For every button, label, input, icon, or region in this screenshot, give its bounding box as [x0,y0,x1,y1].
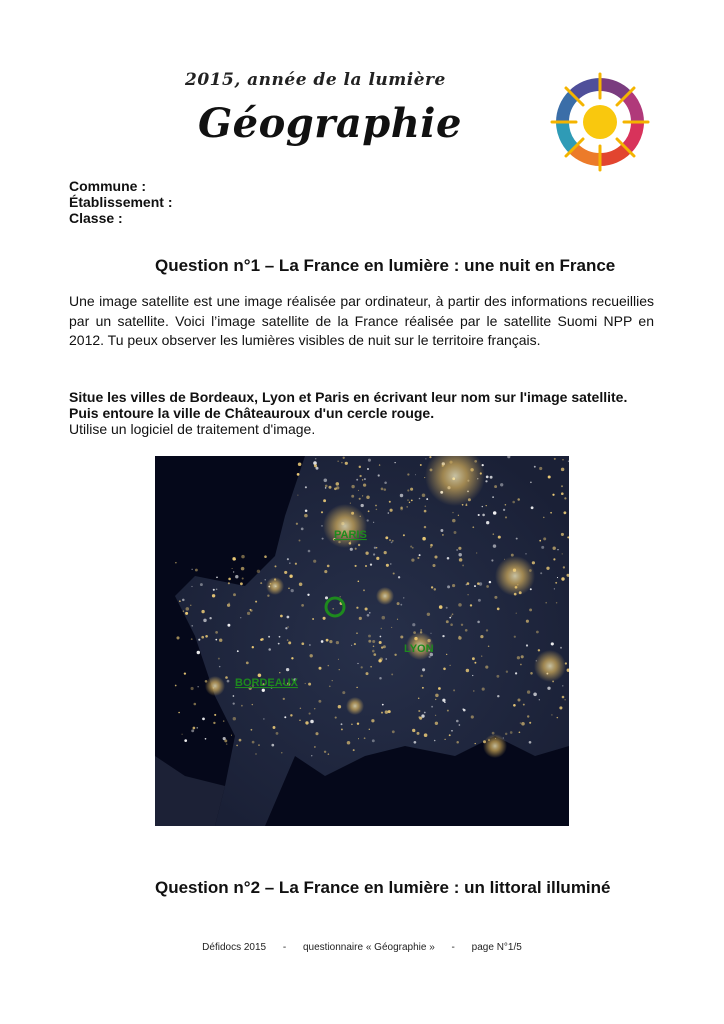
satellite-night-map [155,456,569,826]
map-label-paris: PARIS [334,529,367,541]
question1-title: Question n°1 – La France en lumière : une nuit en France [155,256,616,275]
footer-separator: - [451,942,455,953]
footer-document: questionnaire « Géographie » [303,942,435,953]
paris-label-group [334,529,367,541]
footer-separator: - [282,942,287,953]
map-label-bordeaux: BORDEAUX [235,677,298,689]
instruction-bold-1: Situe les villes de Bordeaux, Lyon et Paris en écrivant leur nom sur l'image satellite. [69,389,628,405]
footer-page-number: page N°1/5 [471,942,522,953]
question1-paragraph: Une image satellite est une image réalisée par ordinateur, à partir des informations recueillies par un satellite. Voici l’image satellite de la France réalisée par le satellite Suomi NPP en 2012. Tu peux observer les lumières visibles de nuit sur le territoire français. [69,293,654,348]
sun-logo-icon [548,70,652,174]
classe-field-label: Classe : [69,210,123,226]
question1-instructions [69,389,669,437]
map-label-lyon: LYON [404,643,434,655]
commune-field-label: Commune : [69,178,146,194]
instruction-bold-2: Puis entoure la ville de Châteauroux d'un cercle rouge. [69,405,435,421]
page-title: Géographie [198,100,462,147]
question2-title: Question n°2 – La France en lumière : un littoral illuminé [155,878,611,897]
header-subtitle: 2015, année de la lumière [185,70,446,90]
etablissement-field-label: Établissement : [69,194,173,210]
footer-source: Défidocs 2015 [202,942,267,953]
page-footer [0,942,724,953]
instruction-plain: Utilise un logiciel de traitement d'image. [69,421,316,437]
